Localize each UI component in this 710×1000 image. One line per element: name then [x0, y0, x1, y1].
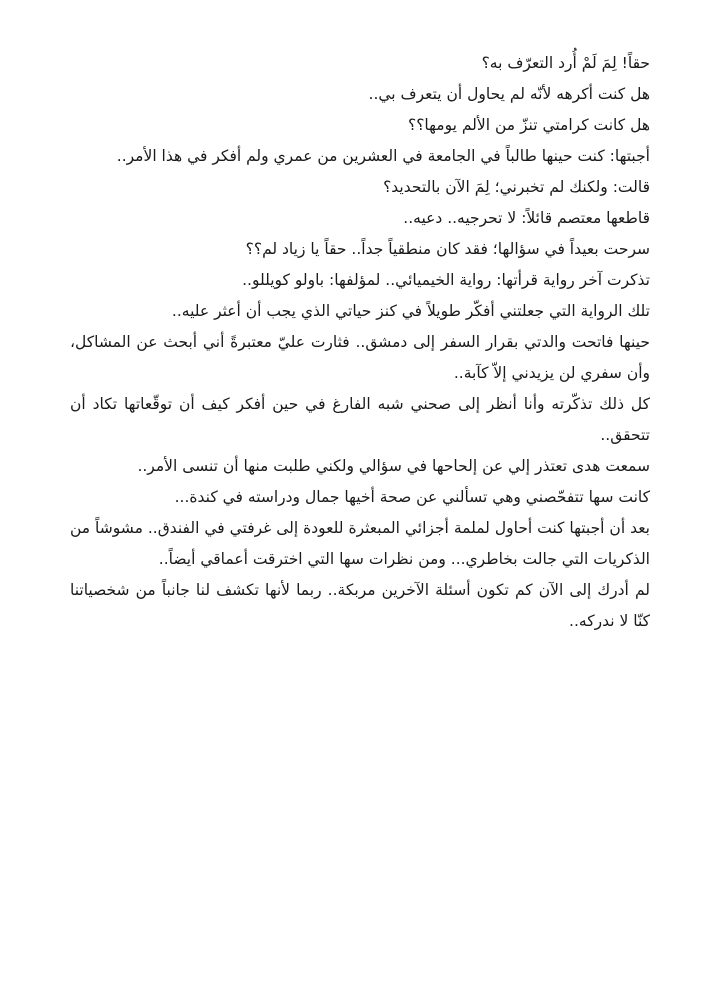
paragraph-10: حينها فاتحت والدتي بقرار السفر إلى دمشق.. فثارت عليّ معتبرةً أني أبحث عن المشاكل، وأن سفري لن يزيدني إلاّ كآبة..: [70, 333, 650, 382]
paragraph-9: تلك الرواية التي جعلتني أفكّر طويلاً في كنز حياتي الذي يجب أن أعثر عليه..: [171, 302, 650, 320]
paragraph-11: كل ذلك تذكّرته وأنا أنظر إلى صحني شبه الفارغ في حين أفكر كيف أن توقّعاتها تكاد أن تتحقق..: [70, 395, 650, 444]
paragraph-8: تذكرت آخر رواية قرأتها: رواية الخيميائي.. لمؤلفها: باولو كويللو..: [242, 271, 650, 289]
paragraph-3: هل كانت كرامتي تنزّ من الألم يومها؟؟: [407, 116, 650, 134]
paragraph-15: لم أدرك إلى الآن كم تكون أسئلة الآخرين مربكة.. ربما لأنها تكشف لنا جانباً من شخصياتنا كنّا لا ندركه..: [70, 581, 650, 630]
paragraph-4: أجبتها: كنت حينها طالباً في الجامعة في العشرين من عمري ولم أفكر في هذا الأمر..: [116, 147, 650, 165]
document-body: [70, 48, 650, 637]
paragraph-7: سرحت بعيداً في سؤالها؛ فقد كان منطقياً جداً.. حقاً يا زياد لم؟؟: [245, 240, 650, 258]
paragraph-13: كانت سها تتفحّصني وهي تسألني عن صحة أخيها جمال ودراسته في كندة...: [174, 488, 650, 506]
paragraph-6: قاطعها معتصم قائلاً: لا تحرجيه.. دعيه..: [403, 209, 650, 227]
paragraph-1: حقاً! لِمَ لَمْ أُرد التعرّف به؟: [481, 54, 650, 72]
paragraph-5: قالت: ولكنك لم تخبرني؛ لِمَ الآن بالتحديد؟: [383, 178, 650, 196]
paragraph-14: بعد أن أجبتها كنت أحاول لملمة أجزائي المبعثرة للعودة إلى غرفتي في الفندق.. مشوشاً من الذكريات التي جالت بخاطري... ومن نظرات سها التي اخترقت أعماقي أيضاً..: [70, 519, 650, 568]
paragraph-2: هل كنت أكرهه لأنّه لم يحاول أن يتعرف بي..: [368, 85, 650, 103]
paragraph-12: سمعت هدى تعتذر إلي عن إلحاحها في سؤالي ولكني طلبت منها أن تنسى الأمر..: [137, 457, 650, 475]
